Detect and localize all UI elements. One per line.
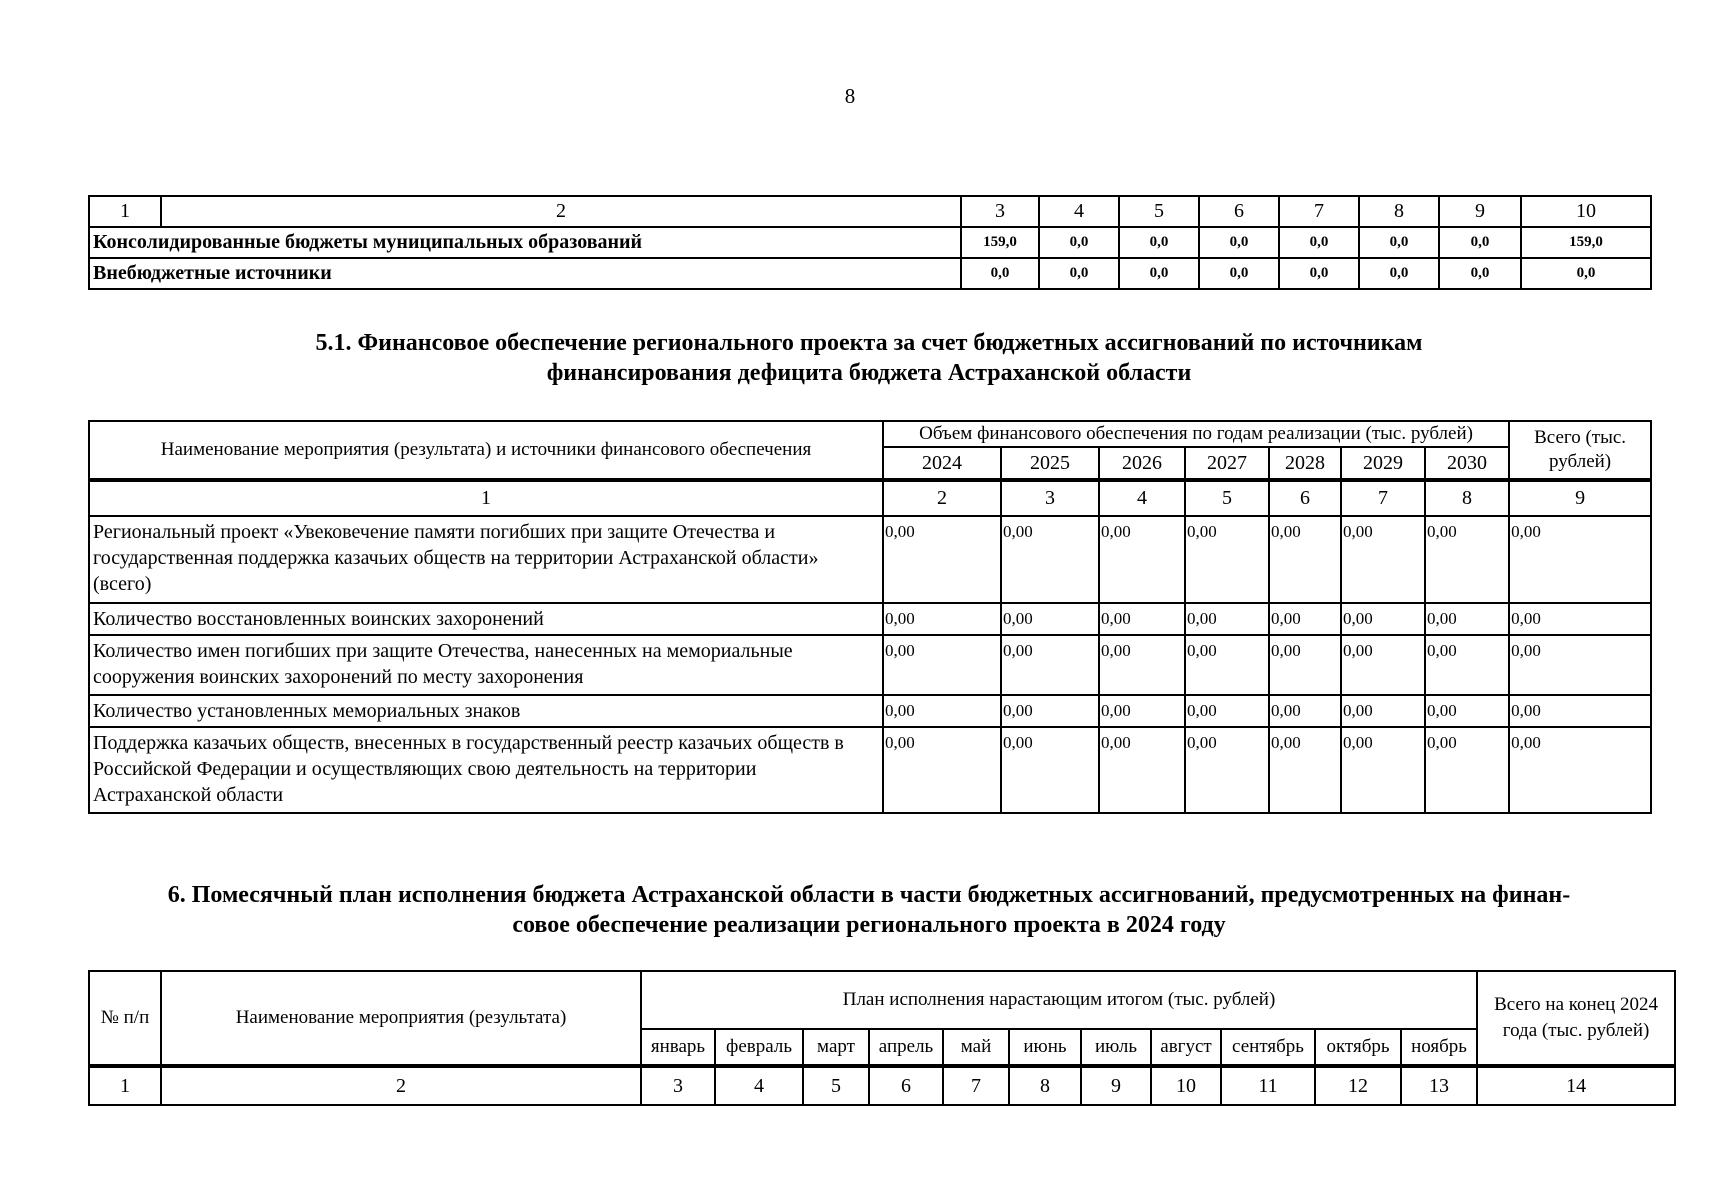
month-cell: февраль [715, 1029, 803, 1066]
index-cell: 4 [715, 1066, 803, 1105]
value-cell: 0,00 [1509, 516, 1651, 603]
page-number: 8 [844, 84, 856, 108]
index-row [89, 1066, 1675, 1105]
funding-sources-table [88, 195, 1652, 290]
section-5-1-title [88, 328, 1650, 388]
value-cell: 0,00 [1185, 603, 1269, 635]
year-cell: 2025 [1001, 447, 1099, 480]
value-cell: 0,00 [1099, 603, 1185, 635]
header-cell: 6 [1199, 196, 1279, 227]
index-cell: 9 [1081, 1066, 1151, 1105]
value-cell: 0,00 [883, 695, 1001, 727]
column-header-total: Всего на конец 2024 года (тыс. рублей) [1477, 971, 1675, 1066]
value-cell: 0,00 [1341, 635, 1425, 695]
value-cell: 0,0 [1199, 227, 1279, 258]
value-cell: 0,00 [1425, 695, 1509, 727]
index-cell: 7 [943, 1066, 1009, 1105]
value-cell: 0,00 [1269, 516, 1341, 603]
value-cell: 0,00 [1001, 516, 1099, 603]
table-header-row [89, 196, 1651, 227]
section-6-title [88, 880, 1650, 940]
value-cell: 0,0 [1039, 227, 1119, 258]
index-cell: 1 [89, 480, 883, 516]
value-cell: 0,00 [1001, 727, 1099, 813]
month-cell: июль [1081, 1029, 1151, 1066]
year-cell: 2029 [1341, 447, 1425, 480]
project-funding-table [88, 420, 1652, 814]
index-cell: 6 [869, 1066, 943, 1105]
value-cell: 0,0 [1439, 258, 1521, 289]
month-cell: июнь [1009, 1029, 1081, 1066]
value-cell: 0,00 [1341, 695, 1425, 727]
value-cell: 0,00 [883, 516, 1001, 603]
index-cell: 11 [1221, 1066, 1315, 1105]
table-row [89, 603, 1651, 635]
month-cell: ноябрь [1401, 1029, 1477, 1066]
value-cell: 0,00 [1099, 727, 1185, 813]
header-cell: 9 [1439, 196, 1521, 227]
index-cell: 2 [161, 1066, 641, 1105]
year-cell: 2030 [1425, 447, 1509, 480]
value-cell: 0,00 [1425, 635, 1509, 695]
month-cell: август [1151, 1029, 1221, 1066]
value-cell: 0,00 [1425, 516, 1509, 603]
index-cell: 3 [1001, 480, 1099, 516]
column-header-plan: План исполнения нарастающим итогом (тыс. рублей) [641, 971, 1477, 1029]
year-cell: 2024 [883, 447, 1001, 480]
value-cell: 0,00 [883, 635, 1001, 695]
month-cell: сентябрь [1221, 1029, 1315, 1066]
month-cell: апрель [869, 1029, 943, 1066]
value-cell: 0,0 [1439, 227, 1521, 258]
index-cell: 5 [803, 1066, 869, 1105]
header-cell: 4 [1039, 196, 1119, 227]
index-cell: 10 [1151, 1066, 1221, 1105]
value-cell: 159,0 [961, 227, 1039, 258]
monthly-plan-table [88, 970, 1676, 1106]
value-cell: 0,00 [1185, 727, 1269, 813]
table-row [89, 227, 1651, 258]
index-cell: 9 [1509, 480, 1651, 516]
column-header-volume: Объем финансового обеспечения по годам реализации (тыс. рублей) [883, 421, 1509, 447]
index-cell: 5 [1185, 480, 1269, 516]
index-cell: 14 [1477, 1066, 1675, 1105]
value-cell: 0,0 [1521, 258, 1651, 289]
value-cell: 0,00 [1099, 635, 1185, 695]
index-cell: 8 [1425, 480, 1509, 516]
index-cell: 2 [883, 480, 1001, 516]
header-cell: 3 [961, 196, 1039, 227]
month-cell: май [943, 1029, 1009, 1066]
table-row [89, 635, 1651, 695]
value-cell: 0,0 [1279, 258, 1359, 289]
value-cell: 0,0 [1199, 258, 1279, 289]
value-cell: 0,0 [1359, 258, 1439, 289]
year-cell: 2026 [1099, 447, 1185, 480]
value-cell: 159,0 [1521, 227, 1651, 258]
value-cell: 0,00 [1509, 635, 1651, 695]
value-cell: 0,0 [1119, 227, 1199, 258]
index-cell: 1 [89, 1066, 161, 1105]
value-cell: 0,0 [1119, 258, 1199, 289]
value-cell: 0,00 [1185, 635, 1269, 695]
value-cell: 0,00 [883, 727, 1001, 813]
header-cell: 5 [1119, 196, 1199, 227]
value-cell: 0,00 [1341, 603, 1425, 635]
index-cell: 8 [1009, 1066, 1081, 1105]
index-cell: 3 [641, 1066, 715, 1105]
month-cell: март [803, 1029, 869, 1066]
value-cell: 0,00 [1341, 727, 1425, 813]
index-cell: 4 [1099, 480, 1185, 516]
value-cell: 0,0 [1279, 227, 1359, 258]
title-line: 5.1. Финансовое обеспечение регионального проекта за счет бюджетных ассигнований по источникам [315, 330, 1423, 356]
column-header-total: Всего (тыс. рублей) [1509, 421, 1651, 480]
value-cell: 0,0 [1039, 258, 1119, 289]
title-line: 6. Помесячный план исполнения бюджета Астраханской области в части бюджетных ассигнований, предусмотренных на финан- [167, 882, 1571, 908]
value-cell: 0,00 [1099, 695, 1185, 727]
value-cell: 0,00 [883, 603, 1001, 635]
value-cell: 0,00 [1001, 635, 1099, 695]
index-cell: 12 [1315, 1066, 1401, 1105]
month-cell: октябрь [1315, 1029, 1401, 1066]
value-cell: 0,00 [1185, 695, 1269, 727]
index-cell: 6 [1269, 480, 1341, 516]
table-row [89, 727, 1651, 813]
row-label: Внебюджетные источники [89, 258, 961, 289]
value-cell: 0,00 [1001, 695, 1099, 727]
row-label: Количество установленных мемориальных знаков [89, 695, 883, 727]
header-cell: 8 [1359, 196, 1439, 227]
column-header-name: Наименование мероприятия (результата) и источники финансового обеспечения [89, 421, 883, 480]
value-cell: 0,00 [1425, 603, 1509, 635]
index-row [89, 480, 1651, 516]
value-cell: 0,00 [1269, 727, 1341, 813]
value-cell: 0,00 [1269, 635, 1341, 695]
column-header-name: Наименование мероприятия (результата) [161, 971, 641, 1066]
row-label: Количество восстановленных воинских захоронений [89, 603, 883, 635]
month-cell: январь [641, 1029, 715, 1066]
value-cell: 0,00 [1001, 603, 1099, 635]
value-cell: 0,00 [1509, 727, 1651, 813]
header-cell: 7 [1279, 196, 1359, 227]
value-cell: 0,00 [1185, 516, 1269, 603]
title-line: финансирования дефицита бюджета Астраханской области [546, 360, 1192, 386]
value-cell: 0,00 [1509, 603, 1651, 635]
table-row [89, 695, 1651, 727]
value-cell: 0,00 [1425, 727, 1509, 813]
row-label: Консолидированные бюджеты муниципальных образований [89, 227, 961, 258]
header-cell: 2 [161, 196, 961, 227]
value-cell: 0,0 [1359, 227, 1439, 258]
row-label: Региональный проект «Увековечение памяти погибших при защите Отечества и государственная поддержка казачьих обществ на территории Астраханской области» (всего) [89, 516, 883, 603]
row-label: Количество имен погибших при защите Отечества, нанесенных на мемориальные сооружения воинских захоронений по месту захоронения [89, 635, 883, 695]
header-cell: 10 [1521, 196, 1651, 227]
value-cell: 0,00 [1099, 516, 1185, 603]
header-cell: 1 [89, 196, 161, 227]
value-cell: 0,00 [1509, 695, 1651, 727]
title-line: совое обеспечение реализации регионального проекта в 2024 году [512, 912, 1226, 938]
year-cell: 2027 [1185, 447, 1269, 480]
row-label: Поддержка казачьих обществ, внесенных в государственный реестр казачьих обществ в Российской Федерации и осуществляющих свою деятельность на территории Астраханской области [89, 727, 883, 813]
value-cell: 0,00 [1269, 603, 1341, 635]
index-cell: 13 [1401, 1066, 1477, 1105]
index-cell: 7 [1341, 480, 1425, 516]
table-row [89, 258, 1651, 289]
column-header-num: № п/п [89, 971, 161, 1066]
table-row [89, 516, 1651, 603]
value-cell: 0,0 [961, 258, 1039, 289]
year-cell: 2028 [1269, 447, 1341, 480]
value-cell: 0,00 [1269, 695, 1341, 727]
value-cell: 0,00 [1341, 516, 1425, 603]
